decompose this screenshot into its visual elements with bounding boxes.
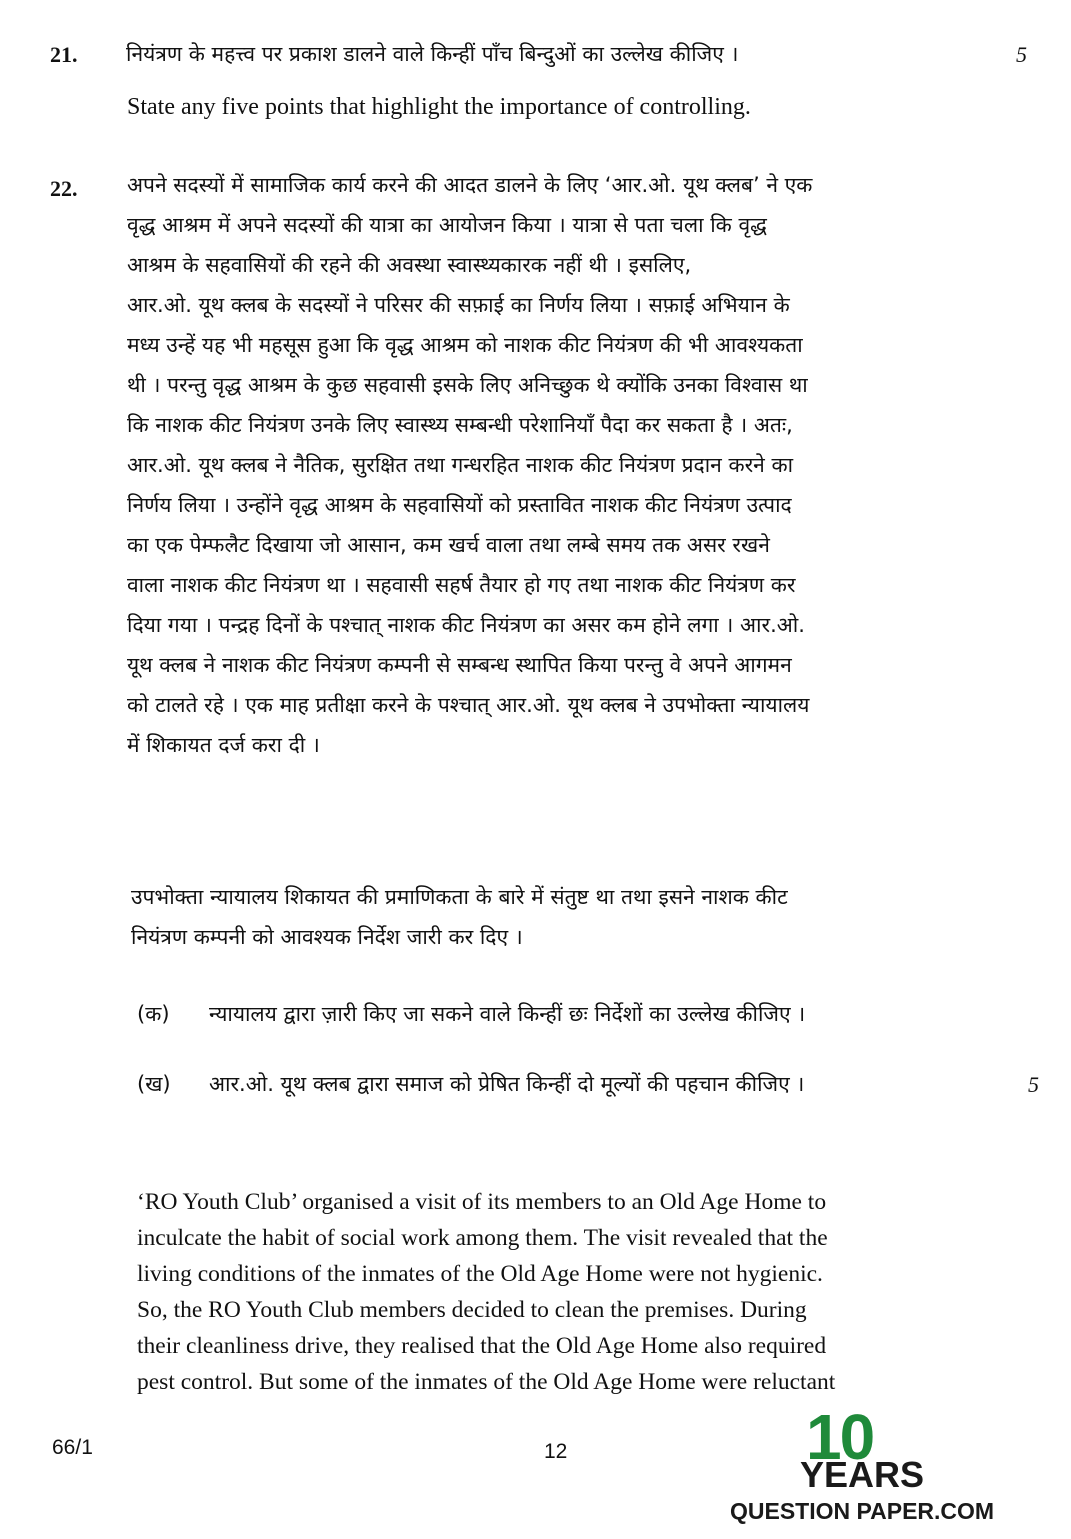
hindi-line: यूथ क्लब ने नाशक कीट नियंत्रण कम्पनी से सम्बन्ध स्थापित किया परन्तु वे अपने आगमन: [127, 653, 792, 677]
question-22-hindi-paragraph: [127, 165, 987, 765]
hindi-line: वाला नाशक कीट नियंत्रण था । सहवासी सहर्ष तैयार हो गए तथा नाशक कीट नियंत्रण कर: [127, 573, 796, 597]
watermark-years: YEARS: [800, 1454, 925, 1495]
hindi-line: को टालते रहे । एक माह प्रतीक्षा करने के पश्चात् आर.ओ. यूथ क्लब ने उपभोक्ता न्यायालय: [127, 693, 810, 717]
watermark-logo: [730, 1400, 995, 1539]
hindi-line: वृद्ध आश्रम में अपने सदस्यों की यात्रा का आयोजन किया । यात्रा से पता चला कि वृद्ध: [127, 213, 767, 237]
hindi-line: नियंत्रण कम्पनी को आवश्यक निर्देश जारी कर दिए ।: [131, 925, 523, 949]
page-number: 12: [544, 1440, 568, 1463]
question-21-number: 21.: [50, 42, 78, 67]
hindi-line: निर्णय लिया । उन्होंने वृद्ध आश्रम के सहवासियों को प्रस्तावित नाशक कीट नियंत्रण उत्पाद: [127, 493, 792, 517]
hindi-line: में शिकायत दर्ज करा दी ।: [127, 733, 320, 757]
english-line: ‘RO Youth Club’ organised a visit of its members to an Old Age Home to: [137, 1189, 827, 1215]
question-22-number: 22.: [50, 176, 78, 201]
hindi-line: उपभोक्ता न्यायालय शिकायत की प्रमाणिकता के बारे में संतुष्ट था तथा इसने नाशक कीट: [131, 885, 788, 909]
sub-question-b-text: आर.ओ. यूथ क्लब द्वारा समाज को प्रेषित किन्हीं दो मूल्यों की पहचान कीजिए ।: [209, 1072, 805, 1096]
sub-question-b: [137, 1070, 977, 1100]
hindi-line: आश्रम के सहवासियों की रहने की अवस्था स्वास्थ्यकारक नहीं थी । इसलिए,: [127, 253, 692, 277]
hindi-line: आर.ओ. यूथ क्लब के सदस्यों ने परिसर की सफ़ाई का निर्णय लिया । सफ़ाई अभियान के: [127, 293, 790, 317]
hindi-line: थी । परन्तु वृद्ध आश्रम के कुछ सहवासी इसके लिए अनिच्छुक थे क्योंकि उनका विश्वास था: [127, 373, 808, 397]
question-22-marks: 5: [1028, 1072, 1039, 1097]
hindi-line: का एक पेम्फलैट दिखाया जो आसान, कम खर्च वाला तथा लम्बे समय तक असर रखने: [127, 533, 770, 557]
question-21-hindi: [126, 34, 986, 74]
english-line: So, the RO Youth Club members decided to clean the premises. During: [137, 1297, 807, 1323]
question-21-hindi-text: नियंत्रण के महत्त्व पर प्रकाश डालने वाले किन्हीं पाँच बिन्दुओं का उल्लेख कीजिए ।: [126, 42, 739, 66]
hindi-line: अपने सदस्यों में सामाजिक कार्य करने की आदत डालने के लिए ‘आर.ओ. यूथ क्लब’ ने एक: [127, 173, 813, 197]
watermark-number: 10: [806, 1401, 874, 1473]
sub-question-a-text: न्यायालय द्वारा ज़ारी किए जा सकने वाले किन्हीं छः निर्देशों का उल्लेख कीजिए ।: [209, 1002, 806, 1026]
watermark-site: QUESTION PAPER.COM: [730, 1498, 995, 1524]
hindi-line: कि नाशक कीट नियंत्रण उनके लिए स्वास्थ्य सम्बन्धी परेशानियाँ पैदा कर सकता है । अतः,: [127, 413, 793, 437]
sub-question-a-label: (क): [137, 1002, 170, 1026]
english-line: inculcate the habit of social work among them. The visit revealed that the: [137, 1225, 828, 1251]
english-line: pest control. But some of the inmates of the Old Age Home were reluctant: [137, 1369, 836, 1395]
sub-question-b-label: (ख): [137, 1072, 171, 1096]
question-21-marks: 5: [1016, 42, 1027, 67]
paper-code: 66/1: [52, 1436, 93, 1459]
hindi-line: दिया गया । पन्द्रह दिनों के पश्चात् नाशक कीट नियंत्रण का असर कम होने लगा । आर.ओ.: [127, 613, 805, 637]
hindi-line: आर.ओ. यूथ क्लब ने नैतिक, सुरक्षित तथा गन्धरहित नाशक कीट नियंत्रण प्रदान करने का: [127, 453, 794, 477]
question-21-english: State any five points that highlight the importance of controlling.: [127, 94, 751, 120]
question-22-english-paragraph: [137, 1184, 835, 1400]
question-22-hindi-paragraph-2: [131, 877, 991, 957]
english-line: their cleanliness drive, they realised that the Old Age Home also required: [137, 1333, 827, 1359]
hindi-line: मध्य उन्हें यह भी महसूस हुआ कि वृद्ध आश्रम को नाशक कीट नियंत्रण की भी आवश्यकता: [127, 333, 803, 357]
sub-question-a: [137, 1000, 977, 1030]
english-line: living conditions of the inmates of the Old Age Home were not hygienic.: [137, 1261, 823, 1287]
